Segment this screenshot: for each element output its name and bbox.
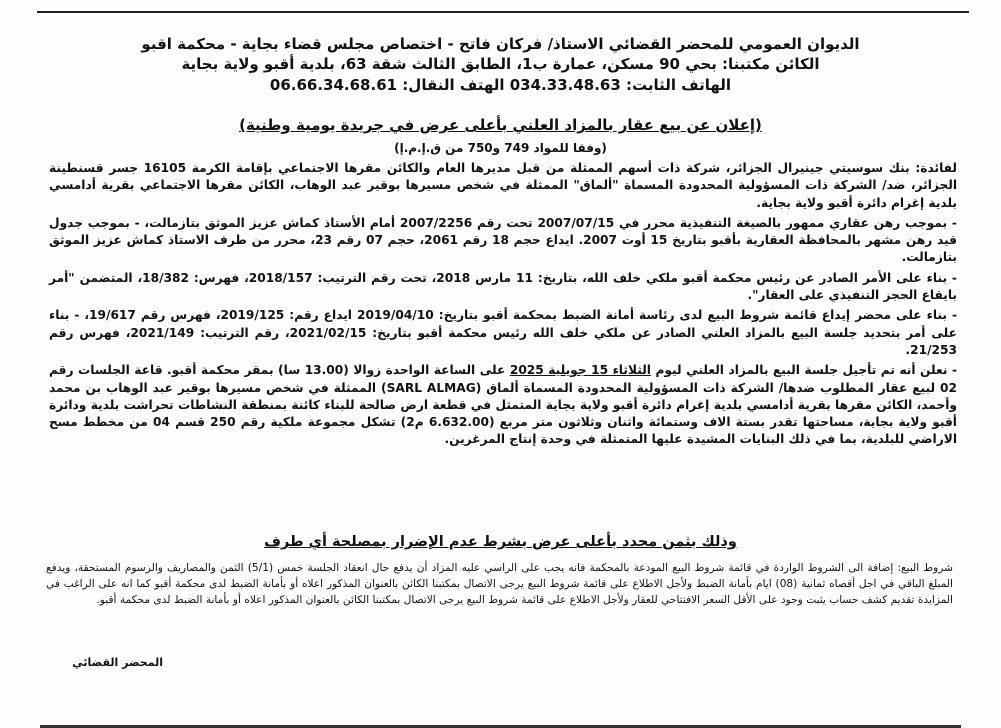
office-phones: الهاتف الثابت: 034.33.48.63 الهتف النقال: 06.66.34.68.61: [269, 76, 732, 94]
auction-date: الثلاثاء 15 جويلية 2025: [509, 363, 651, 378]
office-title: الديوان العمومي للمحضر القضائي الاستاذ/ فركان فاتح - اختصاص مجلس قضاء بجاية - محكمة اقبو: [141, 35, 860, 53]
paragraph-court-order: - بناء على الأمر الصادر عن رئيس محكمة أقبو ملكي خلف الله، بتاريخ: 11 مارس 2018، تحت رقم الترتيب: 2018/157، فهرس: 18/382، المتضمن "أمر بايقاع الحجز التنفيذي على العقار".: [49, 270, 957, 303]
top-border-line: [37, 11, 969, 13]
office-address: الكائن مكتبنا: بحي 90 مسكن، عمارة ب1، الطابق الثالث شقة 63، بلدية أقبو ولاية بجاية: [181, 55, 820, 73]
auction-text-after: على الساعة الواحدة زوالا (13.00 سا) بمقر محكمة أقبو. قاعة الجلسات رقم 02 لبيع عقار المطلوب ضدها/ الشركة ذات المسؤولية المحدودة المسماة ألماق (SARL ALMAG) الممثلة في شخص مسيرها بوقير عبد الوهاب بن محمد وأحمد، الكائن مقرها بقرية أدامسي بلدية إغرام دائرة أقبو ولاية بجاية المتمثل في قطعة ارض صالحة للبناء كائنة بمنطقة النشاطات تحراشت بلدية ودائرة أقبو ولاية بجاية، مساحتها تقدر بستة الاف وستمائة واثنان وثلاثون متر مربع (6.632.00 م2) تشكل مجموعة ملكية رقم 250 قسم 04 من مخطط مسح الاراضي للبلدية، بما في ذلك البنايات المشيدة عليها المتمثلة في وحدة إنتاج المرغرين.: [49, 363, 957, 447]
notice-body: [49, 160, 957, 452]
closing-statement: [0, 534, 1001, 550]
sale-conditions: شروط البيع: إضافة الى الشروط الواردة في قائمة شروط البيع المودعة بالمحكمة فانه يجب على الراسي عليه المزاد أن يدفع حال انعقاد الجلسة خمس (5/1) الثمن والمصاريف والرسوم المستحقة، ويدفع المبلغ الباقي في اجل أقصاه ثمانية (08) ايام بأمانة الضبط ولأجل الاطلاع على قائمة شروط البيع يرجى الاتصال بمكتبنا الكائن بالعنوان المذكور اعلاه أو بأمانة الضبط لدى محكمة أقبو كما انه على الراغب في المزايدة تقديم كشف حساب يثبت وجود على الأقل السعر الافتتاحي للعقار ولأجل الاطلاع على قائمة شروط البيع يرجى الاتصال بمكتبنا الكائن بالعنوان المذكور اعلاه أو بأمانة الضبط لدى محكمة أقبو.: [46, 562, 953, 607]
bailiff-signature: المحضر القضائي: [72, 656, 163, 669]
announcement-subtitle: (وفقا للمواد 749 و750 من ق.إ.م.إ): [394, 141, 607, 155]
paragraph-beneficiary: لفائدة: بنك سوسيتي جينيرال الجزائر، شركة ذات أسهم الممثلة من قبل مديرها العام والكائن مقرها الاجتماعي بإقامة الكرمة 16105 جسر قسنطينة الجزائر، ضد/ الشركة ذات المسؤولية المحدودة المسماة "ألماق" الممثلة في شخص مسيرها بوقير عبد الوهاب، الكائن مقرها الاجتماعي بقرية أدامسي بلدية إغرام دائرة أقبو ولاية بجاية.: [49, 161, 957, 210]
auction-text-before: - نعلن أنه تم تأجيل جلسة البيع بالمزاد العلني ليوم: [650, 363, 958, 378]
paragraph-sale-conditions-filing: - بناء على محضر إيداع قائمة شروط البيع لدى رئاسة أمانة الضبط بمحكمة أقبو بتاريخ: 2019/04/10 ايداع رقم: 2019/125، فهرس رقم 19/617، - بناء على أمر بتحديد جلسة البيع بالمزاد العلني الصادر عن ملكي خلف الله رئيس محكمة أقبو بتاريخ: 2021/02/15، رقم الترتيب: 2021/149، فهرس رقم 21/253.: [49, 308, 958, 357]
closing-statement-text: وذلك بثمن محدد بأعلى عرض بشرط عدم الإضرار بمصلحة أي طرف: [264, 534, 737, 550]
office-header: [0, 34, 1001, 96]
paragraph-mortgage: - بموجب رهن عقاري ممهور بالصيغة التنفيذية محرر في 2007/07/15 تحت رقم 2007/2256 أمام الأستاذ كماش عزيز الموثق بتازمالت، - بموجب جدول قيد رهن مشهر بالمحافظة العقارية بأقبو بتاريخ 15 أوت 2007. ايداع حجم 18 رقم 2061، حجم 07 رقم 23، محرر من طرف الاستاذ كماش عزيز الموثق بتازمالت.: [49, 215, 957, 265]
announcement-title-text: (إعلان عن بيع عقار بالمزاد العلني بأعلى عرض في جريدة يومية وطنية): [239, 116, 762, 134]
paragraph-auction-date: [49, 362, 957, 448]
announcement-title: [0, 116, 1001, 134]
